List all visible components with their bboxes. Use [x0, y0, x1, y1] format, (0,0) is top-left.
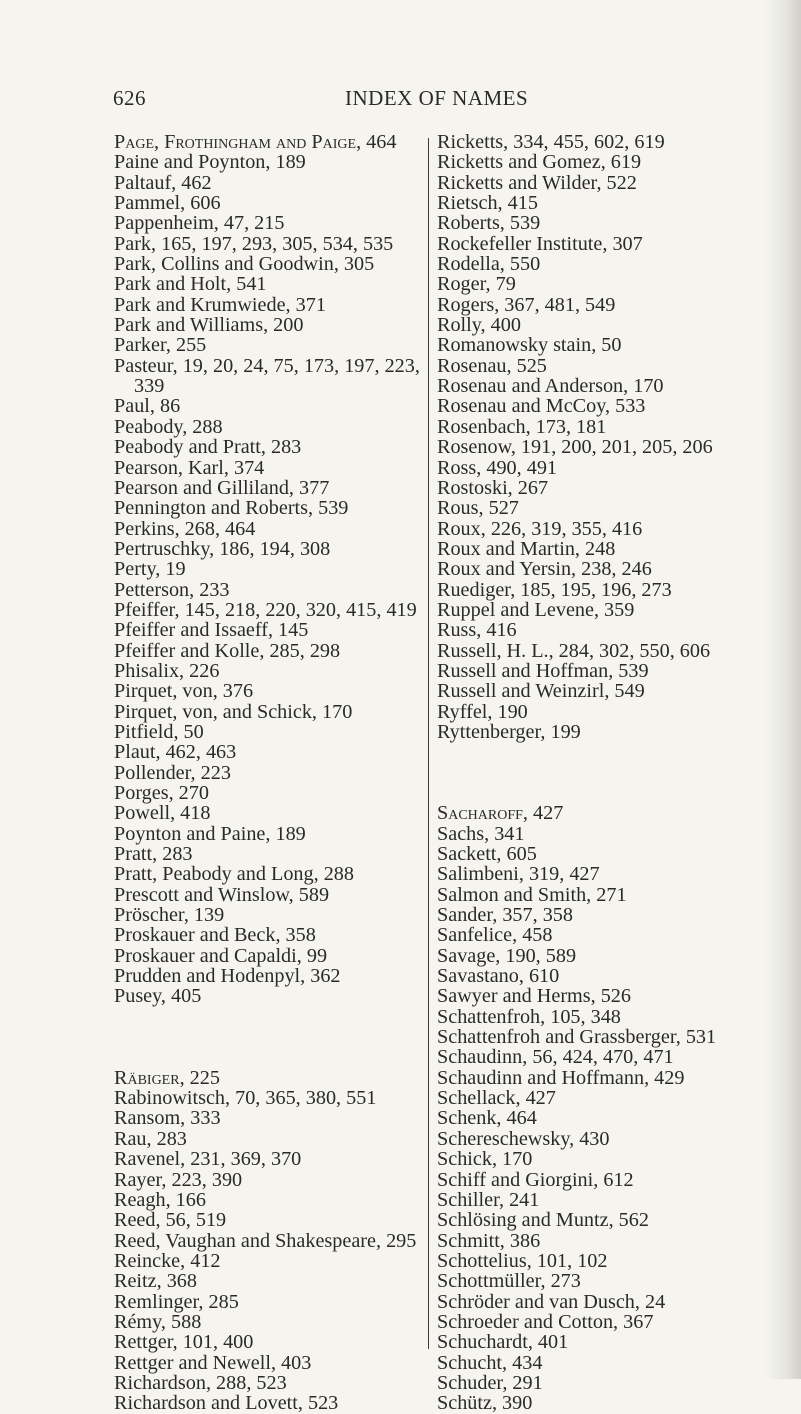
index-entry: Rockefeller Institute, 307: [437, 232, 643, 255]
index-entry: Richardson and Lovett, 523: [114, 1392, 339, 1414]
index-entry: Schiff and Giorgini, 612: [437, 1168, 634, 1191]
index-entry: Pfeiffer and Issaeff, 145: [114, 619, 309, 642]
index-entry: Peabody and Pratt, 283: [114, 436, 302, 459]
index-entry: Schick, 170: [437, 1148, 533, 1171]
index-entry: Schottelius, 101, 102: [437, 1249, 608, 1272]
index-entry: Roberts, 539: [437, 212, 541, 235]
index-entry: Perkins, 268, 464: [114, 517, 256, 540]
index-entry: 339: [134, 375, 165, 398]
index-entry: Roux and Yersin, 238, 246: [437, 558, 652, 581]
index-entry: Pitfield, 50: [114, 720, 204, 743]
index-entry: Russell and Weinzirl, 549: [437, 680, 645, 703]
index-entry: Peabody, 288: [114, 415, 223, 438]
section-gap: [437, 742, 767, 803]
index-entry: Rolly, 400: [437, 314, 521, 337]
index-entry: Paine and Poynton, 189: [114, 151, 306, 174]
index-entry: Sanfelice, 458: [437, 924, 553, 947]
index-entry: Parker, 255: [114, 334, 207, 357]
index-entry: Pertruschky, 186, 194, 308: [114, 537, 331, 560]
index-entry: Schaudinn, 56, 424, 470, 471: [437, 1046, 674, 1069]
index-entry: Proskauer and Capaldi, 99: [114, 944, 328, 967]
index-entry: Ricketts and Wilder, 522: [437, 171, 637, 194]
index-entry: Rettger, 101, 400: [114, 1331, 254, 1354]
index-entry: Reed, 56, 519: [114, 1209, 227, 1232]
index-entry: Rosenau, 525: [437, 354, 547, 377]
index-entry: Plaut, 462, 463: [114, 741, 237, 764]
index-column-left: [114, 132, 430, 1414]
index-entry: Pfeiffer, 145, 218, 220, 320, 415, 419: [114, 598, 417, 621]
index-entry: Pappenheim, 47, 215: [114, 212, 285, 235]
index-entry: Schattenfroh and Grassberger, 531: [437, 1026, 717, 1049]
index-entry: Park, 165, 197, 293, 305, 534, 535: [114, 232, 394, 255]
index-entry: Schattenfroh, 105, 348: [437, 1005, 621, 1028]
index-entry: Proskauer and Beck, 358: [114, 924, 316, 947]
index-entry: Rabinowitsch, 70, 365, 380, 551: [114, 1087, 377, 1110]
index-entry: Ryffel, 190: [437, 700, 528, 723]
index-entry: Roux, 226, 319, 355, 416: [437, 517, 643, 540]
index-entry: Ravenel, 231, 369, 370: [114, 1148, 302, 1171]
index-entry: Savastano, 610: [437, 965, 560, 988]
index-entry: Reed, Vaughan and Shakespeare, 295: [114, 1229, 417, 1252]
index-entry: Ruediger, 185, 195, 196, 273: [437, 578, 672, 601]
index-entry: Schaudinn and Hoffmann, 429: [437, 1066, 685, 1089]
index-entry: Schucht, 434: [437, 1351, 543, 1374]
index-entry: Pearson and Gilliland, 377: [114, 476, 330, 499]
index-entry: Rous, 527: [437, 497, 519, 520]
index-entry: Pollender, 223: [114, 761, 231, 784]
column-divider: [428, 138, 429, 1349]
index-entry: Russell and Hoffman, 539: [437, 659, 649, 682]
index-entry: Russ, 416: [437, 619, 517, 642]
index-entry: Pammel, 606: [114, 192, 221, 215]
index-entry: Rettger and Newell, 403: [114, 1351, 312, 1374]
index-entry: Prescott and Winslow, 589: [114, 883, 330, 906]
index-entry: Rayer, 223, 390: [114, 1168, 243, 1191]
index-entry: Reitz, 368: [114, 1270, 197, 1293]
index-entry: Park and Krumwiede, 371: [114, 293, 326, 316]
index-entry: Rosenau and McCoy, 533: [437, 395, 646, 418]
index-entry: Pirquet, von, 376: [114, 680, 254, 703]
index-entry: Pennington and Roberts, 539: [114, 497, 349, 520]
index-entry: Schereschewsky, 430: [437, 1127, 610, 1150]
index-entry: Powell, 418: [114, 802, 211, 825]
index-entry: Räbiger, 225: [114, 1066, 220, 1089]
index-entry: Salmon and Smith, 271: [437, 883, 627, 906]
index-entry: Pratt, Peabody and Long, 288: [114, 863, 354, 886]
index-entry: Sacharoff, 427: [437, 802, 564, 825]
index-entry: Rosenbach, 173, 181: [437, 415, 607, 438]
index-entry: Rietsch, 415: [437, 192, 538, 215]
index-entry: Page, Frothingham and Paige, 464: [114, 131, 397, 153]
page-header: [113, 86, 703, 114]
index-entry: Roux and Martin, 248: [437, 537, 616, 560]
index-entry: Pratt, 283: [114, 843, 193, 866]
index-entry: Rau, 283: [114, 1127, 187, 1150]
index-entry: Schlösing and Muntz, 562: [437, 1209, 649, 1232]
running-head: INDEX OF NAMES: [345, 86, 529, 110]
index-entry: Sackett, 605: [437, 843, 537, 865]
index-entry: Romanowsky stain, 50: [437, 334, 622, 357]
index-entry: Schellack, 427: [437, 1087, 556, 1110]
index-entry: Ross, 490, 491: [437, 456, 558, 479]
index-entry: Remlinger, 285: [114, 1290, 239, 1313]
index-column-right: [437, 132, 767, 1414]
index-entry: Richardson, 288, 523: [114, 1371, 287, 1394]
index-entry: Sander, 357, 358: [437, 904, 573, 927]
index-entry: Ricketts, 334, 455, 602, 619: [437, 131, 665, 153]
index-entry: Sachs, 341: [437, 822, 525, 845]
index-entry: Reincke, 412: [114, 1249, 221, 1272]
index-entry: Rémy, 588: [114, 1310, 202, 1333]
index-entry: Park and Holt, 541: [114, 273, 267, 296]
index-entry: Paul, 86: [114, 395, 181, 418]
index-entry: Schütz, 390: [437, 1392, 533, 1414]
index-entry: Schuchardt, 401: [437, 1331, 569, 1354]
index-entry: Schröder and van Dusch, 24: [437, 1290, 666, 1313]
index-entry: Pirquet, von, and Schick, 170: [114, 700, 353, 723]
index-entry: Rosenau and Anderson, 170: [437, 375, 664, 398]
page-edge-shadow: [765, 0, 801, 1379]
section-gap: [114, 1007, 430, 1068]
index-entry: Park and Williams, 200: [114, 314, 304, 337]
index-entry: Reagh, 166: [114, 1188, 206, 1211]
index-entry: Roger, 79: [437, 273, 516, 296]
index-entry: Pfeiffer and Kolle, 285, 298: [114, 639, 341, 662]
index-entry: Salimbeni, 319, 427: [437, 863, 600, 886]
index-entry: Petterson, 233: [114, 578, 230, 601]
index-entry: Park, Collins and Goodwin, 305: [114, 253, 375, 276]
index-entry: Rostoski, 267: [437, 476, 549, 499]
index-entry: Schenk, 464: [437, 1107, 537, 1130]
index-entry: Phisalix, 226: [114, 659, 220, 682]
index-entry: Savage, 190, 589: [437, 944, 577, 967]
index-entry: Pröscher, 139: [114, 904, 225, 927]
index-entry: Schiller, 241: [437, 1188, 540, 1211]
index-entry: Schmitt, 386: [437, 1229, 541, 1252]
index-entry: Ricketts and Gomez, 619: [437, 151, 642, 174]
index-entry: Prudden and Hodenpyl, 362: [114, 965, 341, 988]
index-entry: Poynton and Paine, 189: [114, 822, 306, 845]
index-entry: Ransom, 333: [114, 1107, 221, 1130]
page-number: 626: [113, 86, 146, 110]
index-entry: Rogers, 367, 481, 549: [437, 293, 616, 316]
index-entry: Paltauf, 462: [114, 171, 212, 194]
index-entry: Rosenow, 191, 200, 201, 205, 206: [437, 436, 713, 459]
index-entry: Rodella, 550: [437, 253, 541, 276]
index-entry: Russell, H. L., 284, 302, 550, 606: [437, 639, 711, 662]
index-entry: Pasteur, 19, 20, 24, 75, 173, 197, 223,: [114, 354, 420, 377]
index-entry: Schottmüller, 273: [437, 1270, 581, 1293]
index-entry: Perty, 19: [114, 558, 186, 581]
index-entry: Ruppel and Levene, 359: [437, 598, 635, 621]
index-entry: Sawyer and Herms, 526: [437, 985, 631, 1008]
index-entry: Schuder, 291: [437, 1371, 543, 1394]
index-entry: Pusey, 405: [114, 985, 202, 1008]
index-entry: Porges, 270: [114, 782, 209, 804]
index-entry: Ryttenberger, 199: [437, 720, 581, 743]
index-entry: Pearson, Karl, 374: [114, 456, 265, 479]
index-entry: Schroeder and Cotton, 367: [437, 1310, 654, 1333]
